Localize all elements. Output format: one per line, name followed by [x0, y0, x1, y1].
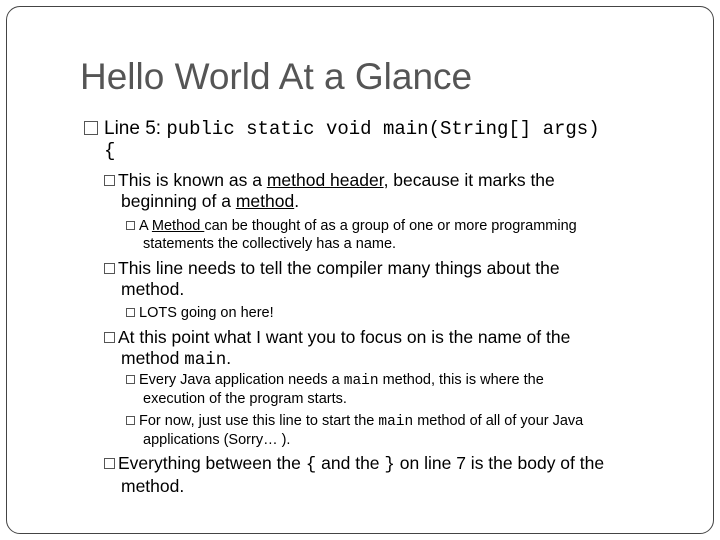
sub-bullet-compiler: [104, 258, 664, 300]
square-bullet-icon: [104, 458, 115, 469]
square-bullet-icon: [126, 308, 135, 317]
sub-sub-bullet-for-now: [126, 412, 646, 449]
slide-title: Hello World At a Glance: [80, 56, 473, 97]
underlined-term: Method: [151, 218, 205, 234]
text: A: [139, 218, 152, 234]
main-code: main: [184, 350, 227, 370]
main-code: main: [343, 373, 379, 389]
text: This line needs to tell the compiler many things about the: [118, 258, 560, 278]
text: Every Java application needs a: [139, 372, 344, 388]
open-brace-code: {: [104, 140, 116, 162]
method-header-code: public static void main(String[] args): [166, 118, 600, 140]
main-code: main: [378, 414, 414, 430]
sub-sub-bullet-every-java-app: [126, 371, 646, 408]
bullet-line5: [84, 118, 684, 162]
text: method.: [121, 279, 185, 299]
sub-bullet-method-header: [104, 170, 664, 212]
text: This is known as a: [118, 170, 267, 190]
square-bullet-icon: [126, 416, 135, 425]
text: execution of the program starts.: [143, 391, 347, 407]
text: beginning of a: [121, 191, 236, 211]
text: method of all of your Java: [413, 413, 584, 429]
sub-sub-bullet-method-definition: [126, 217, 646, 253]
text: can be thought of as a group of one or more programming: [204, 218, 577, 234]
bullet-prefix: Line 5:: [104, 118, 167, 139]
text: , because it marks the: [383, 170, 555, 190]
sub-sub-bullet-lots-going-on: [126, 304, 646, 322]
underlined-term: method: [235, 191, 295, 211]
text: For now, just use this line to start the: [139, 413, 379, 429]
square-bullet-icon: [126, 221, 135, 230]
text: At this point what I want you to focus on is the name of the: [118, 327, 571, 347]
text: LOTS going on here!: [139, 305, 274, 321]
text: applications (Sorry… ).: [143, 432, 291, 448]
text: and the: [316, 453, 385, 473]
text: statements the collectively has a name.: [143, 236, 397, 252]
square-bullet-icon: [126, 375, 135, 384]
text: .: [226, 348, 232, 368]
text: on line 7 is the body of the: [394, 453, 605, 473]
square-bullet-icon: [104, 332, 115, 343]
sub-bullet-focus-name: [104, 327, 664, 371]
text: Everything between the: [118, 453, 306, 473]
close-brace-code: }: [384, 455, 395, 475]
square-bullet-icon: [84, 121, 98, 135]
square-bullet-icon: [104, 175, 115, 186]
square-bullet-icon: [104, 263, 115, 274]
text: method.: [121, 476, 185, 496]
sub-bullet-method-body: [104, 453, 664, 497]
text: method: [121, 348, 185, 368]
underlined-term: method header: [266, 170, 384, 190]
text: method, this is where the: [378, 372, 544, 388]
open-brace-code: {: [305, 455, 317, 475]
text: .: [294, 191, 300, 211]
